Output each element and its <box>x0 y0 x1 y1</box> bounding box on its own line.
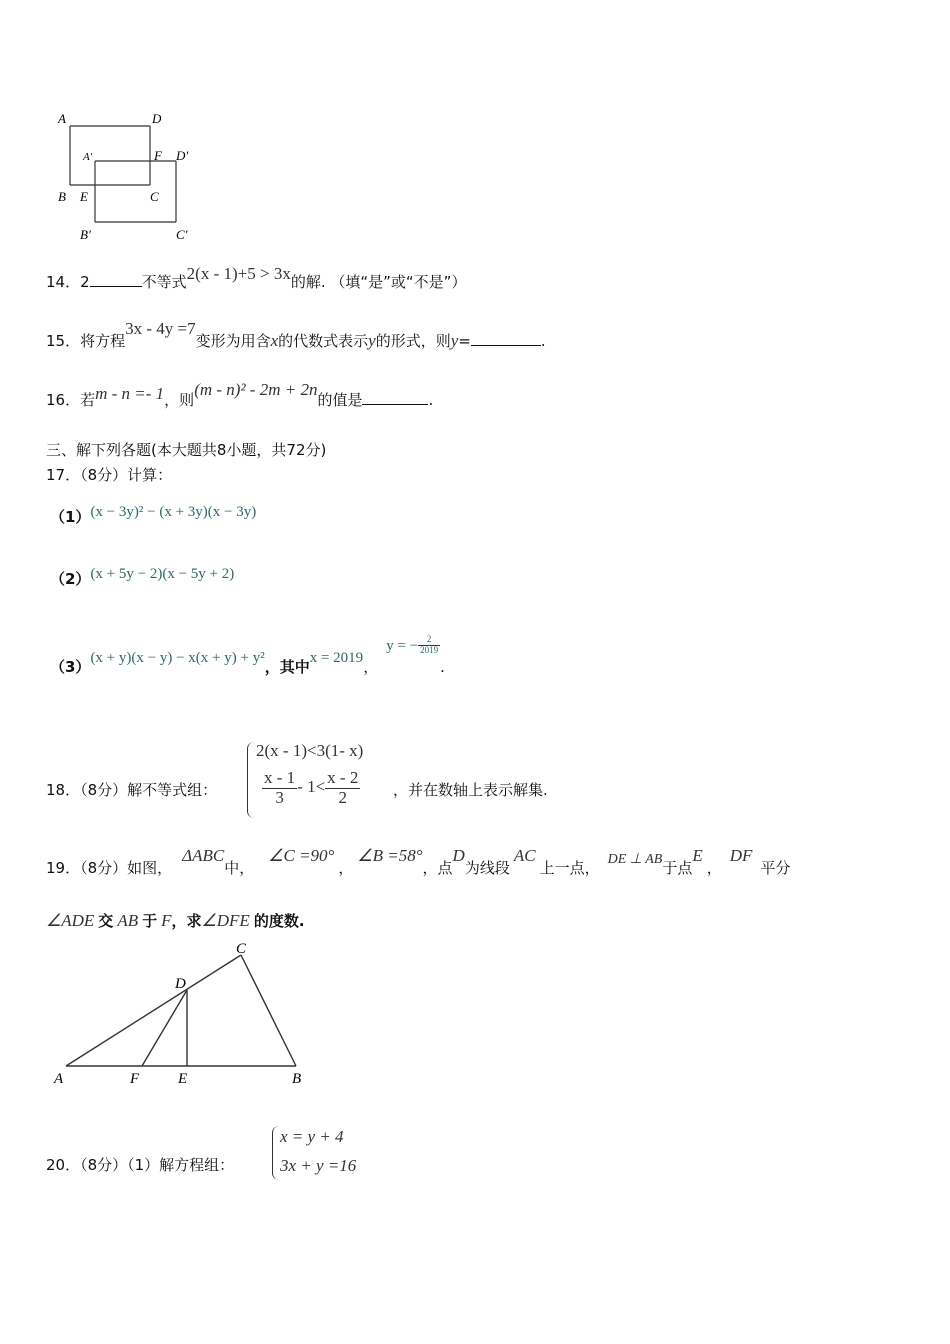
q19-l2-f: F <box>161 911 172 930</box>
segment-ac <box>66 955 241 1066</box>
q17-p3-x-value: x = 2019 <box>309 650 364 666</box>
label-e: E <box>80 189 88 204</box>
q19-number: 19．（8分）如图， <box>46 859 173 877</box>
q19-text-4: 为线段 <box>464 859 510 877</box>
q16-blank[interactable] <box>362 390 428 405</box>
q17-p3-text: ，其中 <box>264 658 310 676</box>
q19-math-angle-c: ∠C =90° <box>268 846 335 865</box>
section-3-title: 三、解下列各题(本大题共8小题，共72分) <box>46 441 327 459</box>
q15-text-3: 的形式，则 <box>375 332 451 350</box>
q20-brace <box>272 1126 279 1180</box>
q17-p3-y-value: y = − <box>386 638 419 654</box>
q17-p3-fraction <box>418 635 440 656</box>
label-c: C <box>150 189 159 204</box>
q16-math-2: (m - n)² - 2m + 2n <box>194 380 318 399</box>
q18-frac-1-den: 3 <box>275 787 284 807</box>
q19-l2-text-4: 的度数. <box>253 912 305 930</box>
q19-text-5: 上一点， <box>539 859 600 877</box>
q17-p1-math: (x − 3y)² − (x + 3y)(x − 3y) <box>90 504 257 520</box>
q17-p3-comma: ， <box>363 658 379 676</box>
q18-frac-1-num: x - 1 <box>264 768 296 787</box>
q19-l2-text-1: 交 <box>98 912 114 930</box>
q19-math-df: DF <box>729 846 753 865</box>
q19-l2-angle-ade: ∠ADE <box>46 911 95 930</box>
label-d: D <box>175 976 186 992</box>
q17-p3-math: (x + y)(x − y) − x(x + y) + y² <box>90 650 265 666</box>
q19-line-2 <box>46 910 305 932</box>
q17-part-2 <box>50 564 234 595</box>
q19-math-triangle: ΔABC <box>182 846 225 865</box>
q15-var-y2: y <box>450 331 459 350</box>
q17-p1-label: （1） <box>50 508 91 526</box>
q19-math-perp: DE ⊥ AB <box>607 852 663 867</box>
figure-triangle <box>48 940 328 1090</box>
q17-part-1 <box>50 502 256 533</box>
q19-l2-text-2: 于 <box>142 912 158 930</box>
label-f: F <box>154 148 162 163</box>
q16-text-2: 的值是 <box>317 391 363 409</box>
q18-frac-1 <box>262 769 297 807</box>
q19-math-e: E <box>692 846 703 865</box>
q15-math: 3x - 4y =7 <box>125 319 196 338</box>
q14-math: 2(x - 1)+5 > 3x <box>186 264 291 283</box>
question-16 <box>46 380 434 417</box>
q16-text-1: ，则 <box>164 391 195 409</box>
label-b: B <box>292 1071 302 1087</box>
label-d-prime: D' <box>176 148 189 163</box>
label-c: C <box>236 941 247 957</box>
q18-inequality-2 <box>262 769 360 807</box>
q17-p3-frac-num: 2 <box>418 635 440 646</box>
label-b-prime: B' <box>80 227 91 242</box>
q15-text-1: 变形为用含 <box>195 332 271 350</box>
label-d: D <box>152 111 162 126</box>
q16-end: . <box>428 391 434 409</box>
q16-number: 16．若 <box>46 391 96 409</box>
label-f: F <box>130 1071 140 1087</box>
q19-text-7: ， <box>706 859 722 877</box>
question-14 <box>46 266 466 298</box>
q15-blank[interactable] <box>471 331 541 346</box>
q18-frac-2 <box>325 769 360 807</box>
q18-mid: - 1< <box>297 777 326 797</box>
q15-text-2: 的代数式表示 <box>278 332 369 350</box>
q17-number: 17．（8分）计算： <box>46 466 173 484</box>
q19-l2-angle-dfe: ∠DFE <box>201 911 250 930</box>
q20-equation-2: 3x + y =16 <box>280 1156 357 1175</box>
q18-tail: ，并在数轴上表示解集. <box>393 781 548 799</box>
segment-cb <box>241 955 296 1066</box>
question-15 <box>46 319 546 358</box>
segment-df <box>142 990 187 1066</box>
q19-text-8: 平分 <box>760 859 791 877</box>
q18-number: 18．（8分）解不等式组： <box>46 781 218 799</box>
q19-math-ac: AC <box>513 846 536 865</box>
q19-text-2: ， <box>338 859 354 877</box>
q15-var-y: y <box>368 331 376 350</box>
q18-frac-2-num: x - 2 <box>327 768 359 787</box>
q17-p3-end: . <box>440 658 445 676</box>
q14-number: 14．2 <box>46 273 90 291</box>
q18-inequality-1: 2(x - 1)<3(1- x) <box>256 741 364 760</box>
q15-var-x: x <box>270 331 279 350</box>
q19-text-6: 于点 <box>662 859 693 877</box>
q17-p3-label: （3） <box>50 658 91 676</box>
label-b: B <box>58 189 66 204</box>
q19-line-1 <box>46 848 790 890</box>
q14-blank[interactable] <box>90 272 142 287</box>
label-c-prime: C' <box>176 227 188 242</box>
label-a: A <box>54 1071 64 1087</box>
q20-equation-1: x = y + 4 <box>280 1127 344 1146</box>
q14-text-2: 的解. （填“是”或“不是”） <box>290 273 467 291</box>
q15-equals: = <box>458 332 471 350</box>
label-a-prime: A' <box>83 151 93 163</box>
q20-number: 20．（8分）（1）解方程组： <box>46 1156 235 1174</box>
q15-number: 15．将方程 <box>46 332 126 350</box>
q14-text-1: 不等式 <box>141 273 187 291</box>
q18-brace <box>247 742 254 818</box>
label-e: E <box>178 1071 188 1087</box>
q19-text-3: ，点 <box>422 859 453 877</box>
q17-p3-frac-den: 2019 <box>420 645 439 655</box>
q17-p2-label: （2） <box>50 570 91 588</box>
q19-math-d: D <box>452 846 465 865</box>
q19-text-1: 中， <box>224 859 255 877</box>
q15-end: . <box>540 332 546 350</box>
q19-l2-text-3: ，求 <box>171 912 202 930</box>
q16-math-1: m - n =- 1 <box>95 384 165 403</box>
q19-l2-ab: AB <box>117 911 139 930</box>
label-a: A <box>58 111 66 126</box>
q17-p2-math: (x + 5y − 2)(x − 5y + 2) <box>90 566 235 582</box>
q18-frac-2-den: 2 <box>338 787 347 807</box>
figure-rectangles <box>50 105 210 245</box>
q19-math-angle-b: ∠B =58° <box>357 846 423 865</box>
q17-part-3 <box>50 634 445 685</box>
